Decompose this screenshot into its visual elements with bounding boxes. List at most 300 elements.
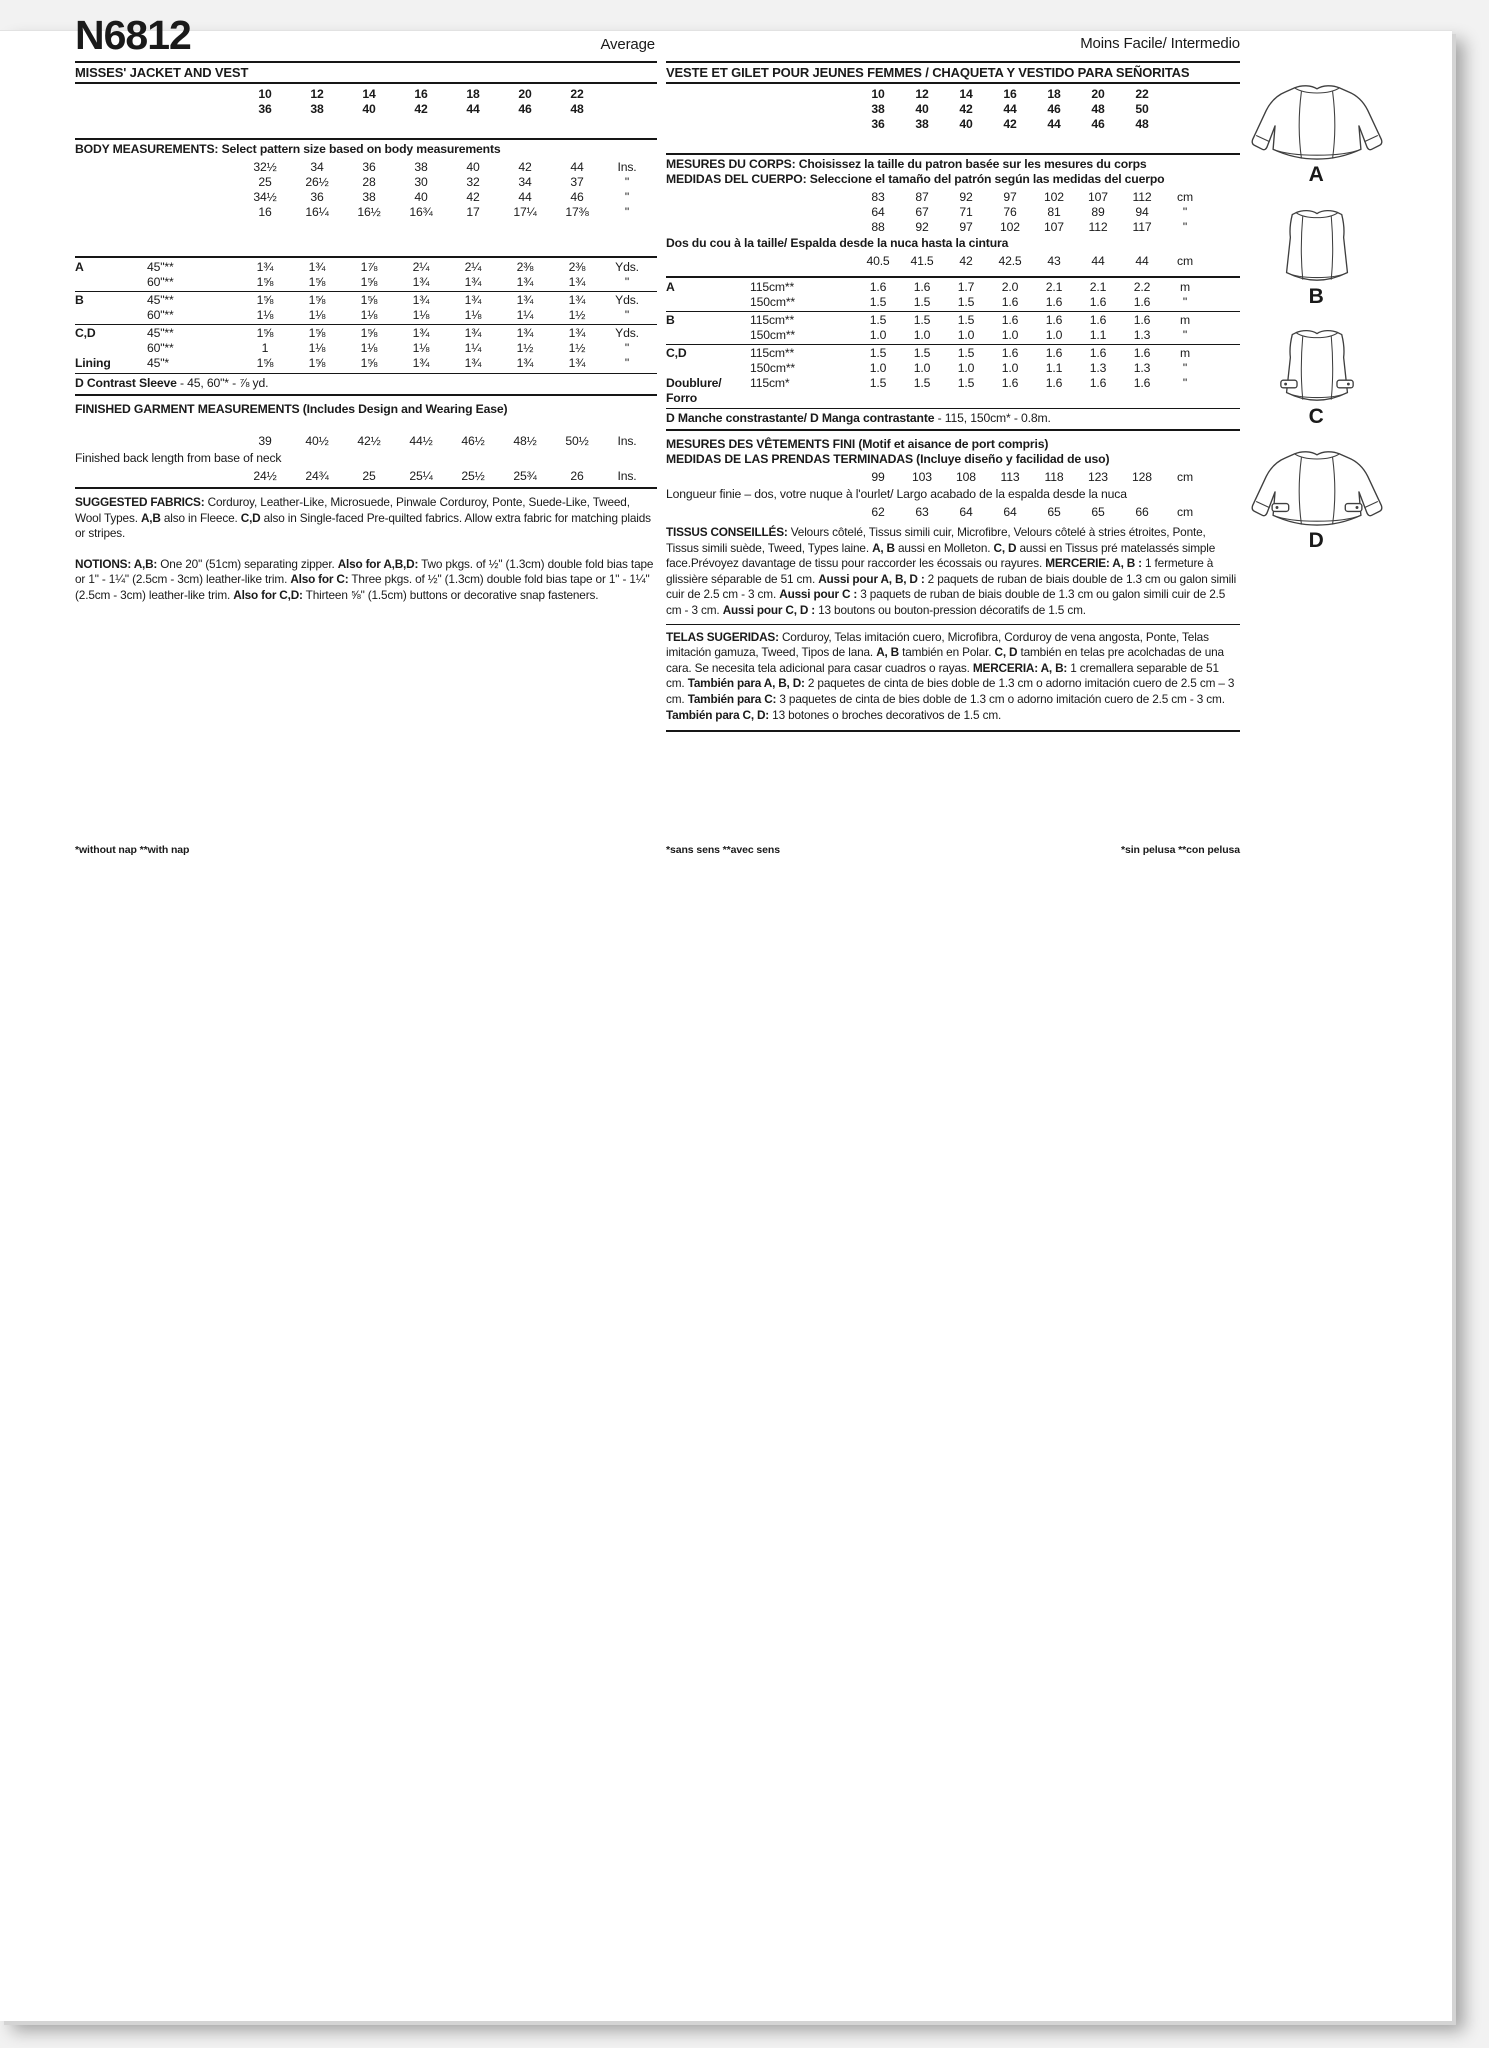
- cell-val: 64: [1003, 505, 1017, 519]
- cell-val: 34½: [253, 190, 277, 204]
- cell-val: 2.2: [1133, 280, 1151, 294]
- cell-val: 40: [414, 190, 428, 204]
- cell-val: 94: [1135, 205, 1149, 219]
- cell-val: 1¾: [568, 275, 586, 289]
- cell-val: 48: [1091, 102, 1105, 116]
- cell-val: 1¾: [412, 326, 430, 340]
- table-row: [666, 376, 1240, 406]
- body-measurements-table-en: [75, 160, 657, 220]
- cell-val: 24½: [253, 469, 277, 483]
- cell-unit: ": [1182, 295, 1188, 309]
- cell-val: 2.0: [1001, 280, 1019, 294]
- cell-spec: 115cm**: [750, 313, 795, 327]
- cell-val: 1.0: [1001, 361, 1019, 375]
- cell-val: 62: [871, 505, 885, 519]
- cell-val: 41.5: [910, 254, 934, 268]
- cell-val: 1¾: [412, 293, 430, 307]
- cell-val: 1.6: [1089, 295, 1107, 309]
- cell-val: 64: [871, 205, 885, 219]
- table-row: [75, 434, 657, 449]
- cell-val: 40: [959, 117, 973, 131]
- cell-val: 44: [1003, 102, 1017, 116]
- garment-view-drawings: [1240, 0, 1394, 620]
- table-row: [666, 361, 1240, 376]
- cell-unit: ": [624, 205, 630, 219]
- cell-val: 42: [959, 254, 973, 268]
- cell-val: 71: [959, 205, 973, 219]
- cell-val: 87: [915, 190, 929, 204]
- cell-unit: ": [624, 308, 630, 322]
- cell-val: 1⅝: [308, 293, 326, 307]
- cell-val: 17⅜: [565, 205, 589, 219]
- table-row: [75, 205, 657, 220]
- cell-unit: cm: [1177, 505, 1193, 519]
- cell-val: 1.5: [913, 313, 931, 327]
- jacket-d-back-view-drawing: [1247, 448, 1387, 528]
- cell-val: 42.5: [998, 254, 1022, 268]
- table-row: [666, 205, 1240, 220]
- table-row: [666, 190, 1240, 205]
- body-measurements-table-fr-es: [666, 190, 1240, 235]
- cell-val: 1⅝: [360, 326, 378, 340]
- cell-val: 92: [959, 190, 973, 204]
- cell-label: Lining: [75, 356, 111, 370]
- difficulty-label-fr-es: Moins Facile/ Intermedio: [1080, 35, 1240, 52]
- nap-footnote-fr: *sans sens **avec sens: [666, 844, 780, 856]
- finished-measurements-header-fr: MESURES DES VÊTEMENTS FINI (Motif et aisance de port compris): [666, 437, 1049, 451]
- cell-val: 36: [362, 160, 376, 174]
- cell-val: 1.0: [869, 361, 887, 375]
- table-row: [666, 117, 1240, 132]
- cell-val: 40.5: [866, 254, 890, 268]
- cell-val: 88: [871, 220, 885, 234]
- cell-val: 1¾: [308, 260, 326, 274]
- cell-val: 38: [871, 102, 885, 116]
- cell-val: 1⅝: [256, 356, 274, 370]
- cell-val: 25¼: [409, 469, 433, 483]
- cell-val: 1⅛: [308, 308, 326, 322]
- cell-val: 1.6: [1089, 346, 1107, 360]
- cell-val: 1¾: [568, 293, 586, 307]
- table-row: [666, 220, 1240, 235]
- table-row: [666, 295, 1240, 310]
- cell-spec: 115cm*: [750, 376, 790, 390]
- table-row: [75, 308, 657, 323]
- cell-val: 43: [1047, 254, 1061, 268]
- cell-val: 40½: [305, 434, 329, 448]
- cell-val: 2¼: [464, 260, 482, 274]
- cell-val: 1.6: [913, 280, 931, 294]
- cell-val: 32: [466, 175, 480, 189]
- cell-val: 1.1: [1045, 361, 1063, 375]
- garment-title-en: MISSES' JACKET AND VEST: [75, 61, 657, 84]
- cell-unit: Yds.: [615, 260, 639, 274]
- cell-val: 1.0: [913, 361, 931, 375]
- cell-val: 34: [518, 175, 532, 189]
- back-neck-to-waist-label-fr-es: Dos du cou à la taille/ Espalda desde la nuca hasta la cintura: [666, 236, 1009, 250]
- cell-val: 44: [518, 190, 532, 204]
- cell-val: 48½: [513, 434, 537, 448]
- cell-unit: ": [1182, 376, 1188, 390]
- finished-measurements-header-en: FINISHED GARMENT MEASUREMENTS (Includes Design and Wearing Ease): [75, 402, 508, 416]
- cell-val: 1.6: [1133, 295, 1151, 309]
- cell-val: 113: [1000, 470, 1020, 484]
- cell-val: 26: [570, 469, 584, 483]
- cell-val: 44: [1135, 254, 1149, 268]
- cell-val: 107: [1044, 220, 1064, 234]
- view-a-label: A: [1308, 163, 1326, 186]
- view-b-figure: [1240, 206, 1394, 309]
- cell-val: 46: [1091, 117, 1105, 131]
- body-measurements-header-en: BODY MEASUREMENTS: Select pattern size based on body measurements: [75, 142, 501, 156]
- cell-val: 39: [258, 434, 272, 448]
- cell-val: 1⅝: [256, 326, 274, 340]
- cell-val: 1.5: [869, 313, 887, 327]
- cell-val: 1⅝: [256, 275, 274, 289]
- cell-val: 1.0: [913, 328, 931, 342]
- view-c-label: C: [1308, 405, 1326, 428]
- cell-val: 123: [1088, 470, 1108, 484]
- cell-val: 1¾: [464, 356, 482, 370]
- cell-val: 1⅝: [308, 356, 326, 370]
- cell-val: 1¾: [516, 356, 534, 370]
- cell-val: 1¾: [412, 356, 430, 370]
- cell-val: 12: [310, 87, 324, 101]
- cell-val: 1.6: [1133, 346, 1151, 360]
- cell-val: 1⅝: [256, 293, 274, 307]
- cell-val: 1.0: [1001, 328, 1019, 342]
- cell-val: 38: [310, 102, 324, 116]
- cell-val: 26½: [305, 175, 329, 189]
- cell-val: 1.6: [1133, 376, 1151, 390]
- table-row: [75, 275, 657, 290]
- metric-yardage-table: [666, 276, 1240, 406]
- cell-val: 117: [1132, 220, 1152, 234]
- cell-val: 2.1: [1045, 280, 1063, 294]
- french-spanish-column: [666, 12, 1240, 732]
- cell-val: 36: [258, 102, 272, 116]
- table-row: [666, 344, 1240, 361]
- cell-unit: m: [1179, 280, 1190, 294]
- cell-val: 1.7: [957, 280, 975, 294]
- cell-spec: 45"**: [147, 260, 174, 274]
- cell-val: 1¾: [464, 293, 482, 307]
- cell-val: 1⅛: [360, 341, 378, 355]
- table-row: [75, 341, 657, 356]
- cell-val: 36: [871, 117, 885, 131]
- table-row: [666, 311, 1240, 328]
- cell-unit: ": [1182, 205, 1188, 219]
- cell-val: 97: [959, 220, 973, 234]
- finished-length-table-fr-es: [666, 505, 1240, 520]
- cell-val: 30: [414, 175, 428, 189]
- cell-val: 1⅝: [360, 275, 378, 289]
- cell-unit: Ins.: [617, 160, 637, 174]
- cell-val: 1.1: [1089, 328, 1107, 342]
- cell-val: 1.3: [1089, 361, 1107, 375]
- cell-val: 1¾: [568, 356, 586, 370]
- cell-val: 18: [466, 87, 480, 101]
- table-row: [75, 291, 657, 308]
- cell-val: 24¾: [305, 469, 329, 483]
- cell-val: 44½: [409, 434, 433, 448]
- cell-val: 1¾: [516, 293, 534, 307]
- table-row: [75, 260, 657, 275]
- cell-val: 107: [1088, 190, 1108, 204]
- cell-unit: Yds.: [615, 293, 639, 307]
- cell-val: 44: [1047, 117, 1061, 131]
- cell-val: 16: [258, 205, 272, 219]
- cell-label: C,D: [666, 346, 687, 360]
- table-row: [75, 190, 657, 205]
- cell-val: 10: [871, 87, 885, 101]
- cell-val: 2⅜: [516, 260, 534, 274]
- cell-unit: ": [624, 356, 630, 370]
- cell-val: 1⅛: [256, 308, 274, 322]
- cell-val: 44: [570, 160, 584, 174]
- table-row: [75, 160, 657, 175]
- cell-val: 38: [414, 160, 428, 174]
- cell-unit: ": [1182, 361, 1188, 375]
- cell-val: 1.5: [913, 295, 931, 309]
- cell-val: 108: [956, 470, 976, 484]
- table-row: [75, 469, 657, 484]
- cell-val: 40: [466, 160, 480, 174]
- cell-val: 1⅝: [360, 356, 378, 370]
- nap-footnote-fr-es: [666, 844, 1240, 856]
- cell-val: 16¾: [409, 205, 433, 219]
- table-row: [666, 505, 1240, 520]
- cell-val: 1.0: [957, 361, 975, 375]
- cell-spec: 45"**: [147, 326, 174, 340]
- cell-spec: 45"*: [147, 356, 170, 370]
- cell-val: 20: [1091, 87, 1105, 101]
- contrast-sleeve-note-en: D Contrast Sleeve - 45, 60"* - ⅞ yd.: [75, 373, 657, 396]
- view-b-label: B: [1308, 285, 1326, 308]
- tissus-conseilles-paragraph: TISSUS CONSEILLÉS: Velours côtelé, Tissus simili cuir, Microfibre, Velours côtelé à stries étroites, Ponte, Tissus simili suède, Tweed, Types laine. A, B aussi en Molleton. C, D aussi en Tissus pré matelassés simple face.Prévoyez davantage de tissu pour raccorder les écossais ou rayures. MERCERIE: A, B : 1 fermeture à glissière séparable de 51 cm. Aussi pour A, B, D : 2 paquets de ruban de biais double de 1.3 cm ou galon simili cuir de 2.5 cm - 3 cm. Aussi pour C : 3 paquets de ruban de biais double de 1.3 cm ou galon simili cuir de 2.5 cm - 3 cm. Aussi pour C, D : 13 boutons ou bouton-pression décoratifs de 1.5 cm.: [666, 525, 1240, 625]
- cell-val: 1¾: [516, 275, 534, 289]
- cell-val: 1.5: [913, 346, 931, 360]
- cell-val: 1.5: [913, 376, 931, 390]
- cell-val: 14: [959, 87, 973, 101]
- vest-c-back-view-drawing: [1247, 326, 1387, 404]
- table-row: [75, 356, 657, 371]
- cell-val: 1.5: [957, 376, 975, 390]
- cell-val: 32½: [253, 160, 277, 174]
- contrast-sleeve-note-fr-es: D Manche constrastante/ D Manga contrastante - 115, 150cm* - 0.8m.: [666, 408, 1240, 431]
- cell-val: 1.5: [957, 346, 975, 360]
- yardage-table-en: [75, 256, 657, 371]
- cell-val: 2¼: [412, 260, 430, 274]
- cell-val: 10: [258, 87, 272, 101]
- cell-val: 1.6: [1045, 346, 1063, 360]
- cell-val: 1: [261, 341, 269, 355]
- cell-unit: Yds.: [615, 326, 639, 340]
- finished-back-length-note-en: Finished back length from base of neck: [75, 451, 282, 465]
- finished-length-table-en: [75, 469, 657, 489]
- english-column: [75, 12, 657, 604]
- cell-val: 46: [570, 190, 584, 204]
- cell-val: 38: [915, 117, 929, 131]
- cell-val: 1⅞: [360, 260, 378, 274]
- cell-val: 1.6: [1001, 346, 1019, 360]
- cell-val: 92: [915, 220, 929, 234]
- cell-unit: cm: [1177, 470, 1193, 484]
- cell-val: 12: [915, 87, 929, 101]
- cell-val: 25: [362, 469, 376, 483]
- cell-val: 66: [1135, 505, 1149, 519]
- cell-val: 25¾: [513, 469, 537, 483]
- cell-val: 44: [466, 102, 480, 116]
- garment-title-fr-es: VESTE ET GILET POUR JEUNES FEMMES / CHAQUETA Y VESTIDO PARA SEÑORITAS: [666, 61, 1240, 84]
- cell-spec: 60"**: [147, 341, 174, 355]
- cell-val: 99: [871, 470, 885, 484]
- cell-val: 1¼: [464, 341, 482, 355]
- vest-b-back-view-drawing: [1247, 206, 1387, 284]
- cell-val: 1⅛: [412, 308, 430, 322]
- cell-val: 1⅝: [360, 293, 378, 307]
- cell-unit: cm: [1177, 254, 1193, 268]
- cell-val: 34: [310, 160, 324, 174]
- cell-val: 1⅛: [412, 341, 430, 355]
- cell-val: 1⅝: [308, 275, 326, 289]
- cell-val: 89: [1091, 205, 1105, 219]
- cell-val: 76: [1003, 205, 1017, 219]
- cell-val: 17: [466, 205, 480, 219]
- cell-val: 16¼: [305, 205, 329, 219]
- table-row: [666, 87, 1240, 102]
- nap-footnote-es: *sin pelusa **con pelusa: [1121, 844, 1240, 856]
- cell-val: 112: [1132, 190, 1152, 204]
- cell-spec: 115cm**: [750, 346, 795, 360]
- cell-val: 16½: [357, 205, 381, 219]
- cell-val: 1.6: [1133, 313, 1151, 327]
- jacket-a-back-view-drawing: [1247, 82, 1387, 162]
- cell-val: 1.6: [1001, 376, 1019, 390]
- body-measurements-header-es: MEDIDAS DEL CUERPO: Seleccione el tamaño del patrón según las medidas del cuerpo: [666, 172, 1165, 186]
- cell-val: 1.6: [1001, 313, 1019, 327]
- finished-bust-table-en: [75, 434, 657, 449]
- finished-length-label-fr-es: Longueur finie – dos, votre nuque à l'ourlet/ Largo acabado de la espalda desde la nuca: [666, 487, 1127, 501]
- cell-spec: 45"**: [147, 293, 174, 307]
- cell-unit: m: [1179, 313, 1190, 327]
- cell-unit: ": [624, 275, 630, 289]
- cell-val: 40: [915, 102, 929, 116]
- table-row: [666, 470, 1240, 485]
- table-row: [666, 328, 1240, 343]
- cell-spec: 150cm**: [750, 295, 796, 309]
- cell-val: 1⅛: [464, 308, 482, 322]
- cell-val: 1⅛: [308, 341, 326, 355]
- cell-val: 17¼: [513, 205, 537, 219]
- cell-val: 1.6: [1045, 295, 1063, 309]
- cell-unit: ": [1182, 220, 1188, 234]
- cell-val: 42: [414, 102, 428, 116]
- cell-val: 65: [1091, 505, 1105, 519]
- body-measurements-section-en: [75, 138, 657, 220]
- view-d-figure: [1240, 448, 1394, 553]
- cell-label: A: [75, 260, 84, 274]
- cell-spec: 60"**: [147, 275, 174, 289]
- cell-unit: m: [1179, 346, 1190, 360]
- cell-label: A: [666, 280, 675, 294]
- table-row: [75, 87, 657, 102]
- cell-val: 28: [362, 175, 376, 189]
- cell-val: 1¾: [516, 326, 534, 340]
- cell-val: 25½: [461, 469, 485, 483]
- cell-val: 14: [362, 87, 376, 101]
- cell-val: 46: [1047, 102, 1061, 116]
- cell-val: 44: [1091, 254, 1105, 268]
- cell-unit: ": [624, 341, 630, 355]
- cell-val: 1.0: [1045, 328, 1063, 342]
- cell-spec: 115cm**: [750, 280, 795, 294]
- cell-val: 1¼: [516, 308, 534, 322]
- view-a-figure: [1240, 82, 1394, 187]
- telas-sugeridas-paragraph: TELAS SUGERIDAS: Corduroy, Telas imitación cuero, Microfibra, Corduroy de vena angosta, Ponte, Telas imitación gamuza, Tweed, Tipos de lana. A, B también en Polar. C, D también en telas pre acolchadas de una cara. Se necesita tela adicional para casar cuadros o rayas. MERCERIA: A, B: 1 cremallera separable de 51 cm. También para A, B, D: 2 paquetes de cinta de bies doble de 1.3 cm o adorno imitación cuero de 2.5 cm – 3 cm. También para C: 3 paquetes de cinta de bies doble de 1.3 cm o adorno imitación cuero de 2.5 cm - 3 cm. También para C, D: 13 botones o broches decorativos de 1.5 cm.: [666, 628, 1240, 733]
- cell-val: 81: [1047, 205, 1061, 219]
- cell-val: 102: [1000, 220, 1020, 234]
- difficulty-label-en: Average: [600, 36, 655, 53]
- cell-val: 38: [362, 190, 376, 204]
- sizes-table-en: [75, 87, 657, 117]
- cell-val: 63: [915, 505, 929, 519]
- cell-val: 1.6: [1045, 313, 1063, 327]
- cell-val: 1¾: [464, 275, 482, 289]
- cell-val: 42: [1003, 117, 1017, 131]
- cell-val: 128: [1132, 470, 1152, 484]
- cell-val: 1.6: [869, 280, 887, 294]
- cell-val: 1.6: [1089, 313, 1107, 327]
- cell-val: 1½: [568, 341, 586, 355]
- table-row: [666, 280, 1240, 295]
- cell-label: B: [75, 293, 84, 307]
- cell-val: 46½: [461, 434, 485, 448]
- cell-val: 48: [1135, 117, 1149, 131]
- header-left: [75, 12, 657, 60]
- cell-val: 118: [1044, 470, 1064, 484]
- cell-val: 22: [570, 87, 584, 101]
- cell-val: 1.5: [957, 295, 975, 309]
- cell-spec: 150cm**: [750, 328, 796, 342]
- cell-val: 48: [570, 102, 584, 116]
- view-d-label: D: [1308, 529, 1326, 552]
- cell-val: 1¾: [256, 260, 274, 274]
- cell-val: 37: [570, 175, 584, 189]
- cell-spec: 150cm**: [750, 361, 796, 375]
- cell-val: 20: [518, 87, 532, 101]
- cell-unit: Ins.: [617, 434, 637, 448]
- cell-val: 42: [518, 160, 532, 174]
- cell-val: 1½: [568, 308, 586, 322]
- cell-val: 50: [1135, 102, 1149, 116]
- cell-unit: Ins.: [617, 469, 637, 483]
- body-measurements-header-fr: MESURES DU CORPS: Choisissez la taille du patron basée sur les mesures du corps: [666, 157, 1147, 171]
- cell-val: 16: [1003, 87, 1017, 101]
- cell-val: 2.1: [1089, 280, 1107, 294]
- cell-val: 65: [1047, 505, 1061, 519]
- finished-bust-table-fr-es: [666, 470, 1240, 485]
- cell-unit: ": [1182, 328, 1188, 342]
- suggested-fabrics-paragraph: SUGGESTED FABRICS: Corduroy, Leather-Like, Microsuede, Pinwale Corduroy, Ponte, Suede-Like, Tweed, Wool Types. A,B also in Fleece. C,D also in Single-faced Pre-quilted fabrics. Allow extra fabric for matching plaids or stripes.: [75, 495, 651, 541]
- cell-unit: ": [624, 175, 630, 189]
- cell-val: 97: [1003, 190, 1017, 204]
- cell-val: 2⅜: [568, 260, 586, 274]
- cell-val: 42: [466, 190, 480, 204]
- cell-val: 1.0: [957, 328, 975, 342]
- cell-val: 42½: [357, 434, 381, 448]
- cell-val: 1½: [516, 341, 534, 355]
